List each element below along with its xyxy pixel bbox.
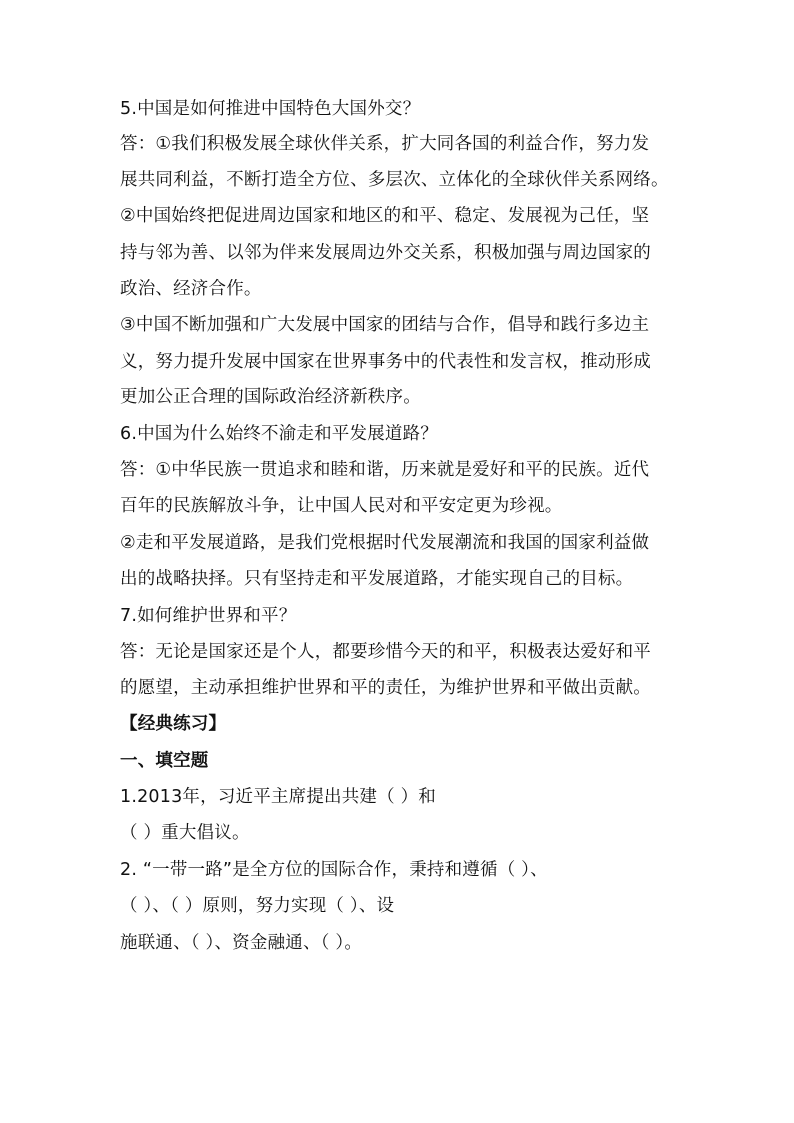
exercise-2-line-3: 施联通、（ ）、资金融通、（ ）。: [120, 933, 363, 953]
answer-7-line-1: 答：无论是国家还是个人，都要珍惜今天的和平，积极表达爱好和平: [120, 642, 651, 662]
answer-5-line-5: 政治、经济合作。: [120, 279, 262, 299]
answer-5-line-8: 更加公正合理的国际政治经济新秩序。: [120, 387, 421, 407]
answer-5-line-6: ③中国不断加强和广大发展中国家的团结与合作，倡导和践行多边主: [120, 315, 650, 335]
answer-6-line-3: ②走和平发展道路，是我们党根据时代发展潮流和我国的国家利益做: [120, 533, 650, 553]
answer-5-line-7: 义，努力提升发展中国家在世界事务中的代表性和发言权，推动形成: [120, 352, 651, 372]
answer-6-line-4: 出的战略抉择。只有坚持走和平发展道路，才能实现自己的目标。: [120, 569, 634, 589]
subsection-heading-fill-in-blanks: 一、填空题: [120, 751, 209, 771]
answer-6-line-1: 答：①中华民族一贯追求和睦和谐，历来就是爱好和平的民族。近代: [120, 460, 650, 480]
answer-6-line-2: 百年的民族解放斗争，让中国人民对和平安定更为珍视。: [120, 496, 563, 516]
question-5-title: 5.中国是如何推进中国特色大国外交？: [120, 99, 421, 119]
exercise-1-line-2: （ ）重大倡议。: [120, 823, 250, 843]
exercise-1-line-1: 1.2013年，习近平主席提出共建（ ）和: [120, 787, 436, 807]
answer-5-line-2: 展共同利益，不断打造全方位、多层次、立体化的全球伙伴关系网络。: [120, 170, 669, 190]
answer-5-line-1: 答：①我们积极发展全球伙伴关系，扩大同各国的利益合作，努力发: [120, 134, 650, 154]
question-6-title: 6.中国为什么始终不渝走和平发展道路？: [120, 424, 438, 444]
exercise-2-line-2: （ ）、（ ）原则，努力实现（ ）、设: [120, 896, 395, 916]
answer-7-line-2: 的愿望，主动承担维护世界和平的责任，为维护世界和平做出贡献。: [120, 678, 651, 698]
question-7-title: 7.如何维护世界和平？: [120, 606, 297, 626]
section-heading-classic-exercises: 【经典练习】: [120, 714, 227, 734]
exercise-2-line-1: 2. “一带一路”是全方位的国际合作，秉持和遵循（ ）、: [120, 860, 548, 880]
answer-5-line-3: ②中国始终把促进周边国家和地区的和平、稳定、发展视为己任，坚: [120, 206, 650, 226]
answer-5-line-4: 持与邻为善、以邻为伴来发展周边外交关系，积极加强与周边国家的: [120, 243, 651, 263]
